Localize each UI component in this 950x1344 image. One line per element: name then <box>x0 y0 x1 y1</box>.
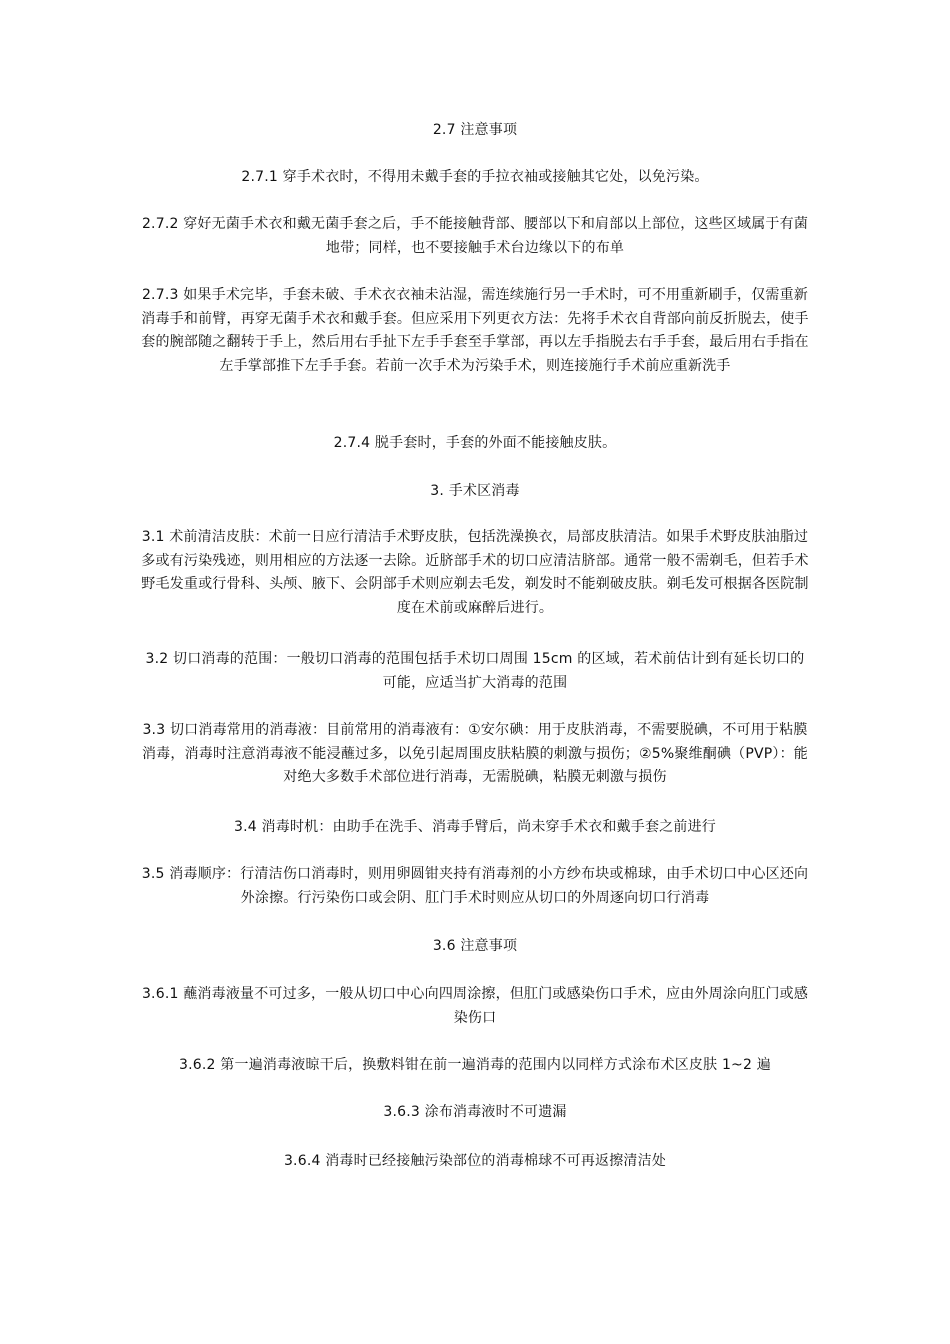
paragraph-3-2: 3.2 切口消毒的范围：一般切口消毒的范围包括手术切口周围 15cm 的区域，若术前估计到有延长切口的可能，应适当扩大消毒的范围 <box>145 651 805 691</box>
paragraph-2-7-4: 2.7.4 脱手套时，手套的外面不能接触皮肤。 <box>333 435 617 451</box>
heading-3: 3. 手术区消毒 <box>430 483 520 499</box>
paragraph-2-7-3: 2.7.3 如果手术完毕，手套未破、手术衣衣袖未沾湿，需连续施行另一手术时，可不用重新刷手，仅需重新消毒手和前臂，再穿无菌手术衣和戴手套。但应采用下列更衣方法：先将手术衣自背部向前反折脱去，使手套的腕部随之翻转于手上，然后用右手扯下左手手套至手掌部，再以左手指脱去右手手套，最后用右手指在左手掌部推下左手手套。若前一次手术为污染手术，则连接施行手术前应重新洗手 <box>141 287 809 374</box>
heading-2-7: 2.7 注意事项 <box>432 122 518 138</box>
paragraph-2-7-1: 2.7.1 穿手术衣时，不得用未戴手套的手拉衣袖或接触其它处，以免污染。 <box>241 169 709 185</box>
paragraph-3-3: 3.3 切口消毒常用的消毒液：目前常用的消毒液有：①安尔碘：用于皮肤消毒，不需要脱碘，不可用于粘膜消毒，消毒时注意消毒液不能浸蘸过多，以免引起周围皮肤粘膜的刺激与损伤；②5%聚维酮碘（PVP）：能对绝大多数手术部位进行消毒，无需脱碘，粘膜无刺激与损伤 <box>141 722 809 785</box>
paragraph-2-7-2: 2.7.2 穿好无菌手术衣和戴无菌手套之后，手不能接触背部、腰部以下和肩部以上部位，这些区域属于有菌地带；同样，也不要接触手术台边缘以下的布单 <box>141 216 809 256</box>
paragraph-3-6-3: 3.6.3 涂布消毒液时不可遗漏 <box>383 1104 567 1120</box>
paragraph-3-6-2: 3.6.2 第一遍消毒液晾干后，换敷料钳在前一遍消毒的范围内以同样方式涂布术区皮肤 1~2 遍 <box>179 1057 771 1073</box>
paragraph-3-1: 3.1 术前清洁皮肤：术前一日应行清洁手术野皮肤，包括洗澡换衣，局部皮肤清洁。如果手术野皮肤油脂过多或有污染残迹，则用相应的方法逐一去除。近脐部手术的切口应清洁脐部。通常一般不需剃毛，但若手术野毛发重或行骨科、头颅、腋下、会阴部手术则应剃去毛发，剃发时不能剃破皮肤。剃毛发可根据各医院制度在术前或麻醉后进行。 <box>141 529 809 616</box>
paragraph-3-4: 3.4 消毒时机：由助手在洗手、消毒手臂后，尚未穿手术衣和戴手套之前进行 <box>234 819 716 835</box>
heading-3-6: 3.6 注意事项 <box>432 938 518 954</box>
paragraph-3-5: 3.5 消毒顺序：行清洁伤口消毒时，则用卵圆钳夹持有消毒剂的小方纱布块或棉球，由手术切口中心区还向外涂擦。行污染伤口或会阴、肛门手术时则应从切口的外周逐向切口行消毒 <box>141 866 809 906</box>
paragraph-3-6-1: 3.6.1 蘸消毒液量不可过多，一般从切口中心向四周涂擦，但肛门或感染伤口手术，应由外周涂向肛门或感染伤口 <box>141 986 809 1026</box>
paragraph-3-6-4: 3.6.4 消毒时已经接触污染部位的消毒棉球不可再返擦清洁处 <box>283 1153 667 1169</box>
